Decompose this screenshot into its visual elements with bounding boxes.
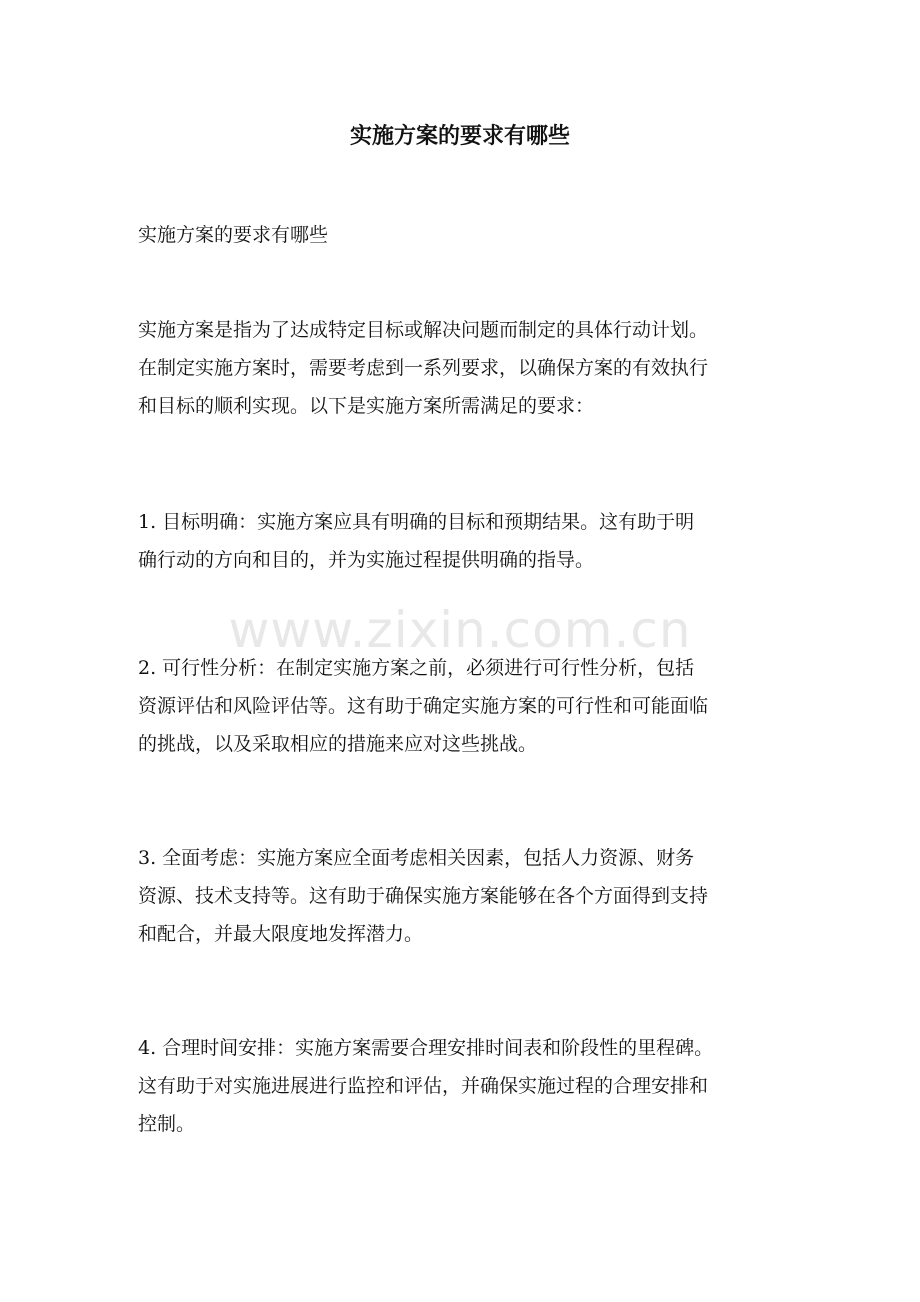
watermark: www.zixin.com.cn [228,601,692,659]
requirement-line: 这有助于对实施进展进行监控和评估，并确保实施过程的合理安排和 [138,1075,709,1097]
intro-line: 和目标的顺利实现。以下是实施方案所需满足的要求： [138,395,595,417]
document-subtitle: 实施方案的要求有哪些 [138,224,329,246]
requirement-line: 1. 目标明确：实施方案应具有明确的目标和预期结果。这有助于明 [138,511,695,533]
intro-line: 实施方案是指为了达成特定目标或解决问题而制定的具体行动计划。 [138,319,709,341]
requirement-line: 资源、技术支持等。这有助于确保实施方案能够在各个方面得到支持 [138,885,709,907]
requirement-item-1 [138,503,800,579]
requirement-line: 2. 可行性分析：在制定实施方案之前，必须进行可行性分析，包括 [138,657,695,679]
requirement-line: 和配合，并最大限度地发挥潜力。 [138,923,424,945]
requirement-line: 4. 合理时间安排：实施方案需要合理安排时间表和阶段性的里程碑。 [138,1037,714,1059]
intro-paragraph [138,311,800,425]
intro-line: 在制定实施方案时，需要考虑到一系列要求，以确保方案的有效执行 [138,357,709,379]
document-title: 实施方案的要求有哪些 [349,123,570,149]
requirement-line: 的挑战，以及采取相应的措施来应对这些挑战。 [138,733,538,755]
requirement-item-4 [138,1029,800,1143]
requirement-item-2 [138,649,800,763]
requirement-line: 3. 全面考虑：实施方案应全面考虑相关因素，包括人力资源、财务 [138,847,695,869]
requirement-line: 资源评估和风险评估等。这有助于确定实施方案的可行性和可能面临 [138,695,709,717]
requirement-item-3 [138,839,800,953]
requirement-line: 确行动的方向和目的，并为实施过程提供明确的指导。 [138,549,595,571]
requirement-line: 控制。 [138,1113,196,1135]
